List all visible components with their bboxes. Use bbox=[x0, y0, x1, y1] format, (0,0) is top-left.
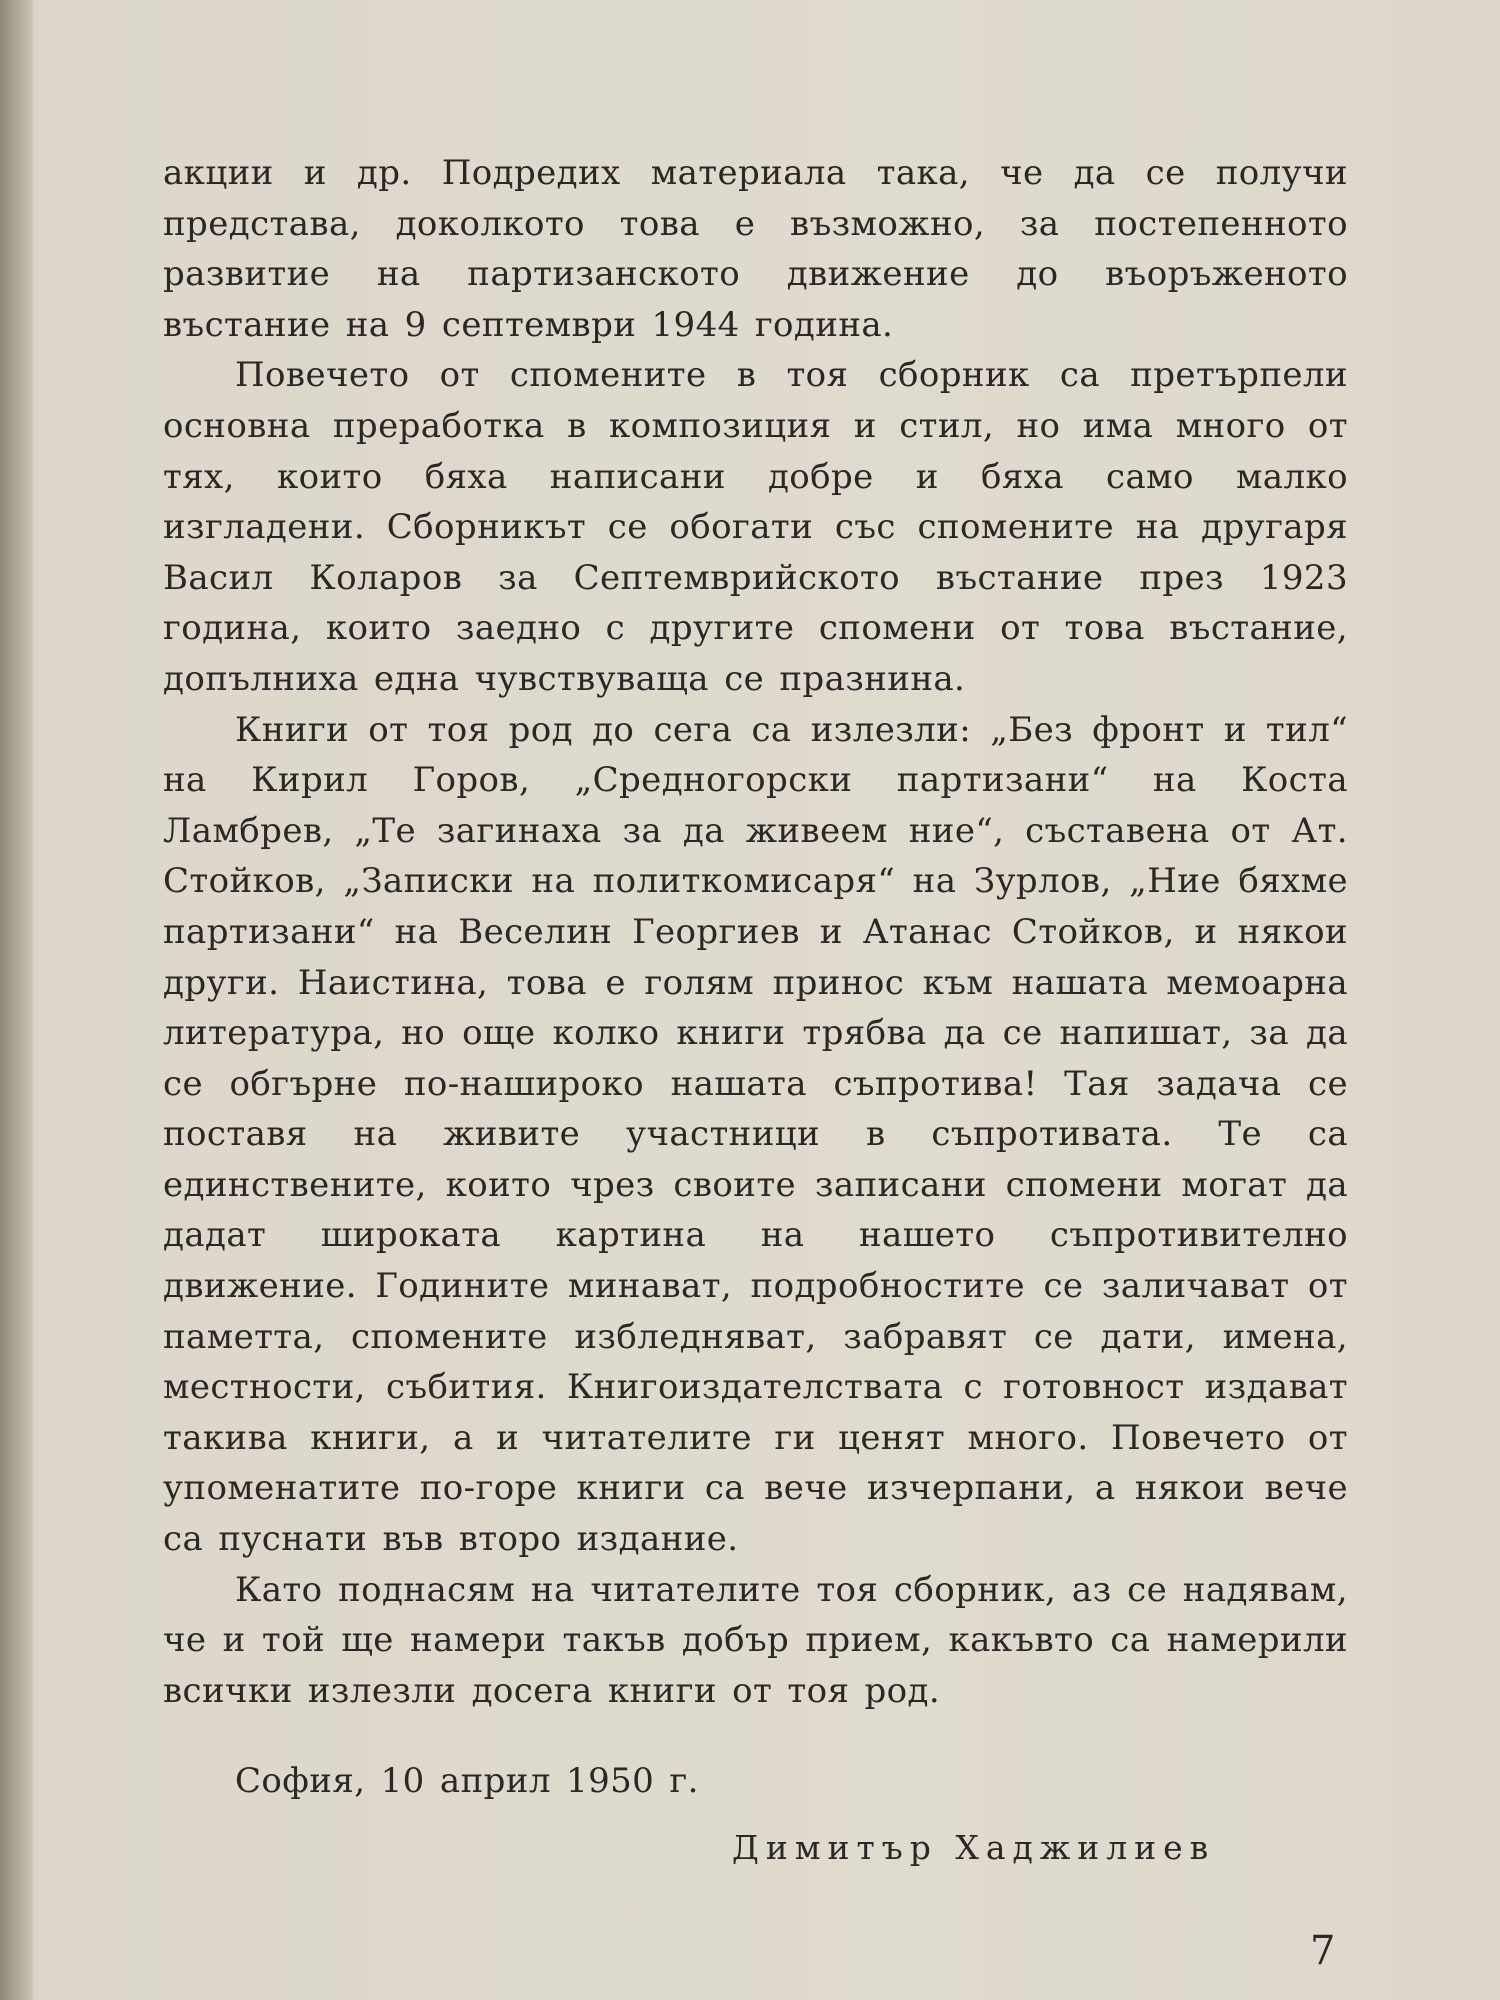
paragraph-3: Книги от тоя род до сега са излезли: „Без фронт и тил“ на Кирил Горов, „Средногорски партизани“ на Коста Ламбрев, „Те загинаха за да живеем ние“, съставена от Ат. Стойков, „Записки на политкомисаря“ на Зурлов, „Ние бяхме партизани“ на Веселин Георгиев и Атанас Стойков, и някои други. Наистина, това е голям принос към нашата мемоарна литература, но още колко книги трябва да се напишат, за да се обгърне по-нашироко нашата съпротива! Тая задача се поставя на живите участници в съпротивата. Те са единствените, които чрез своите записани спомени могат да дадат широката картина на нашето съпротивително движение. Годините минават, подробностите се заличават от паметта, спомените избледняват, забравят се дати, имена, местности, събития. Книгоиздателствата с готовност издават такива книги, а и читателите ги ценят много. Повечето от упоменатите по-горе книги са вече изчерпани, а някои вече са пуснати във второ издание. bbox=[163, 709, 1348, 1560]
preface-text bbox=[163, 148, 1348, 1807]
paragraph-1: акции и др. Подредих материала така, че да се получи представа, доколкото това е възможно, за постепенното развитие на партизанското движение до въоръженото въстание на 9 септември 1944 година. bbox=[163, 153, 1348, 345]
page-number: 7 bbox=[1310, 1928, 1336, 1974]
paragraph-2: Повечето от спомените в тоя сборник са претърпели основна преработка в композиция и стил, но има много от тях, които бяха написани добре и бяха само малко изгладени. Сборникът се обогати със спомените на другаря Васил Коларов за Септемврийското въстание през 1923 година, които заедно с другите спомени от това въстание, допълниха една чувствуваща се празнина. bbox=[163, 355, 1348, 699]
paragraph-4: Като поднасям на читателите тоя сборник, аз се надявам, че и той ще намери такъв добър прием, какъвто са намерили всички излезли досега книги от тоя род. bbox=[163, 1569, 1348, 1711]
book-spine-shadow bbox=[0, 0, 34, 2000]
author-signature: Димитър Хаджилиев bbox=[732, 1828, 1216, 1867]
dateline: София, 10 април 1950 г. bbox=[235, 1761, 699, 1802]
